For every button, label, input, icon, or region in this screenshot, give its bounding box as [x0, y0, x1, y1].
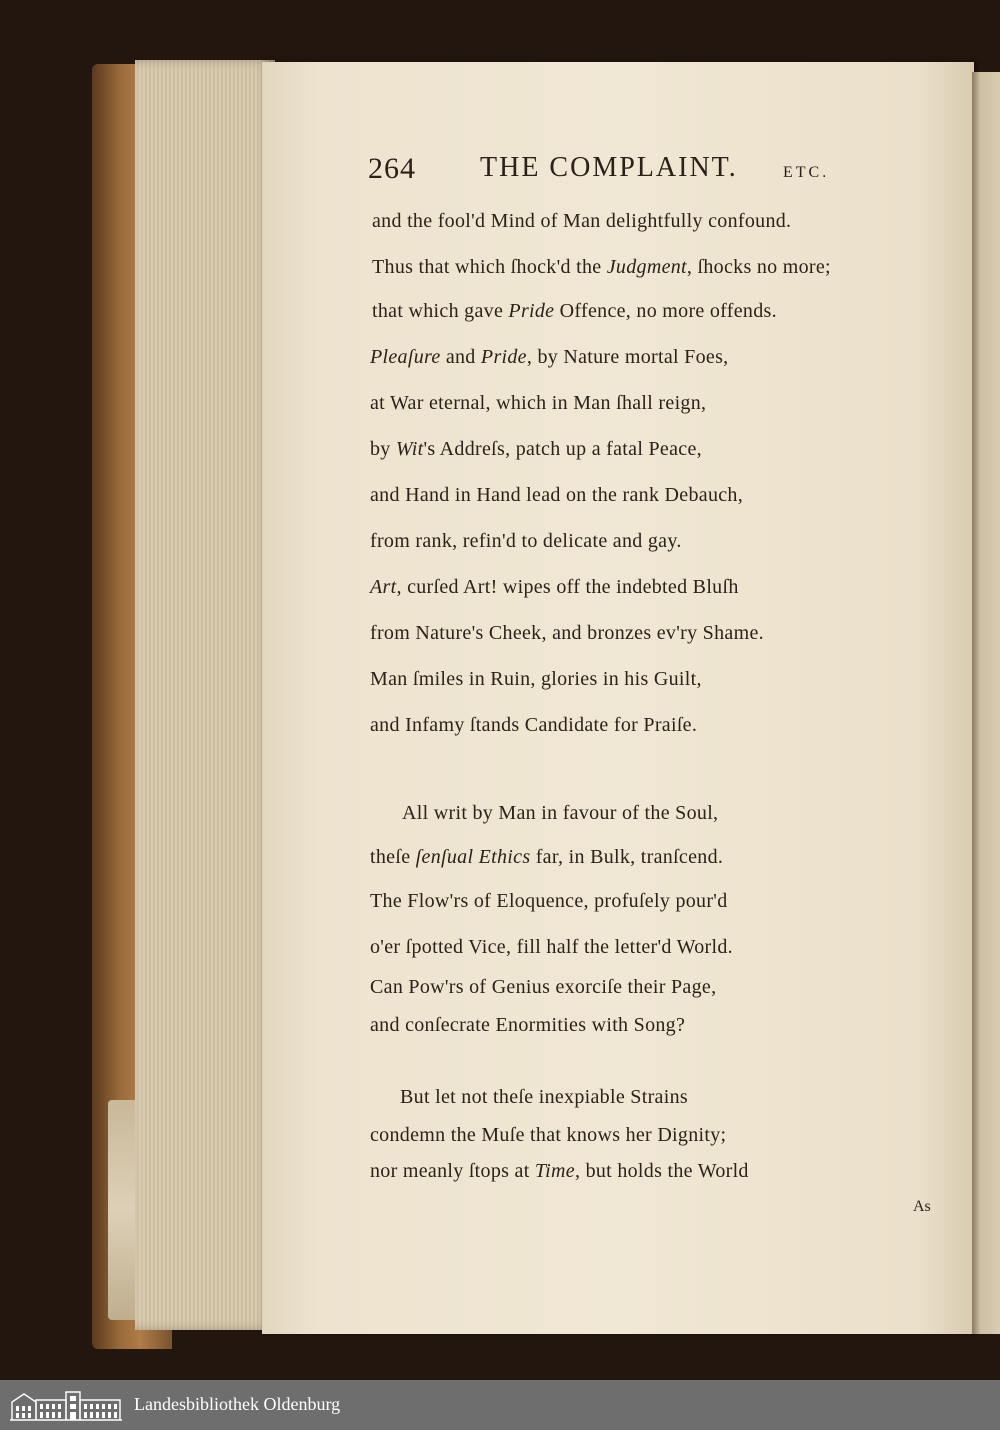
text-segment: All writ by Man in favour of the Soul,: [402, 802, 719, 824]
text-line: [370, 438, 702, 461]
text-segment: , ſhocks no more;: [686, 256, 831, 278]
italic-text: Pride: [508, 300, 555, 322]
text-segment: , curſed Art! wipes off the indebted Bluſh: [396, 576, 739, 598]
text-line: [370, 346, 728, 369]
text-line: [370, 890, 728, 913]
text-segment: far, in Bulk, tranſcend.: [530, 846, 724, 868]
italic-text: Pride: [480, 346, 527, 368]
text-line: [370, 530, 682, 553]
text-segment: The Flow'rs of Eloquence, profuſely pour'd: [370, 890, 728, 912]
text-line: [402, 802, 718, 825]
page-number: 264: [368, 152, 416, 185]
text-segment: condemn the Muſe that knows her Dignity;: [370, 1124, 727, 1146]
text-segment: by: [370, 438, 396, 460]
italic-text: Time: [534, 1160, 575, 1182]
text-line: [372, 210, 791, 233]
text-segment: from Nature's Cheek, and bronzes ev'ry Shame.: [370, 622, 764, 644]
library-building-logo-icon: [10, 1388, 122, 1422]
text-segment: Offence, no more offends.: [554, 300, 777, 322]
text-line: [370, 668, 702, 691]
italic-text: Wit: [395, 438, 424, 460]
italic-text: Judgment: [606, 256, 687, 278]
text-line: [370, 392, 706, 415]
text-line: [400, 1086, 688, 1109]
text-line: [370, 846, 723, 869]
text-line: [372, 300, 777, 323]
text-segment: at War eternal, which in Man ſhall reign,: [370, 392, 707, 414]
running-title-suffix: ETC.: [783, 164, 830, 181]
text-line: [370, 1124, 726, 1147]
text-segment: , but holds the World: [574, 1160, 749, 1182]
text-segment: Can Pow'rs of Genius exorciſe their Page,: [370, 976, 717, 998]
italic-text: Pleaſure: [370, 346, 441, 368]
text-segment: , by Nature mortal Foes,: [526, 346, 729, 368]
footer-bar: [0, 1380, 1000, 1430]
text-line: [370, 936, 733, 959]
text-line: [370, 976, 716, 999]
text-segment: nor meanly ſtops at: [370, 1160, 535, 1182]
italic-text: Art: [370, 576, 397, 598]
text-segment: Man ſmiles in Ruin, glories in his Guilt,: [370, 668, 702, 690]
text-line: [370, 1160, 749, 1183]
text-segment: and Infamy ſtands Candidate for Praiſe.: [370, 714, 698, 736]
text-segment: that which gave: [372, 300, 509, 322]
page-edges: [135, 60, 275, 1330]
text-line: [370, 576, 739, 599]
text-segment: Thus that which ſhock'd the: [372, 256, 607, 278]
text-line: [372, 256, 831, 279]
text-segment: and the fool'd Mind of Man delightfully confound.: [372, 210, 792, 232]
text-segment: theſe: [370, 846, 416, 868]
text-segment: and: [440, 346, 481, 368]
text-segment: and conſecrate Enormities with Song?: [370, 1014, 686, 1036]
text-segment: 's Addreſs, patch up a fatal Peace,: [423, 438, 702, 460]
library-name: Landesbibliothek Oldenburg: [134, 1394, 341, 1414]
text-segment: from rank, refin'd to delicate and gay.: [370, 530, 682, 552]
text-line: [370, 622, 764, 645]
facing-page-edge: [972, 72, 1000, 1334]
text-line: [370, 1014, 685, 1037]
running-title: THE COMPLAINT.: [480, 152, 738, 183]
italic-text: ſenſual Ethics: [415, 846, 531, 868]
text-line: [370, 714, 697, 737]
text-line: [370, 484, 743, 507]
text-segment: o'er ſpotted Vice, fill half the letter'd World.: [370, 936, 733, 958]
catchword: As: [913, 1198, 931, 1215]
text-segment: But let not theſe inexpiable Strains: [400, 1086, 688, 1108]
text-segment: and Hand in Hand lead on the rank Debauch,: [370, 484, 744, 506]
